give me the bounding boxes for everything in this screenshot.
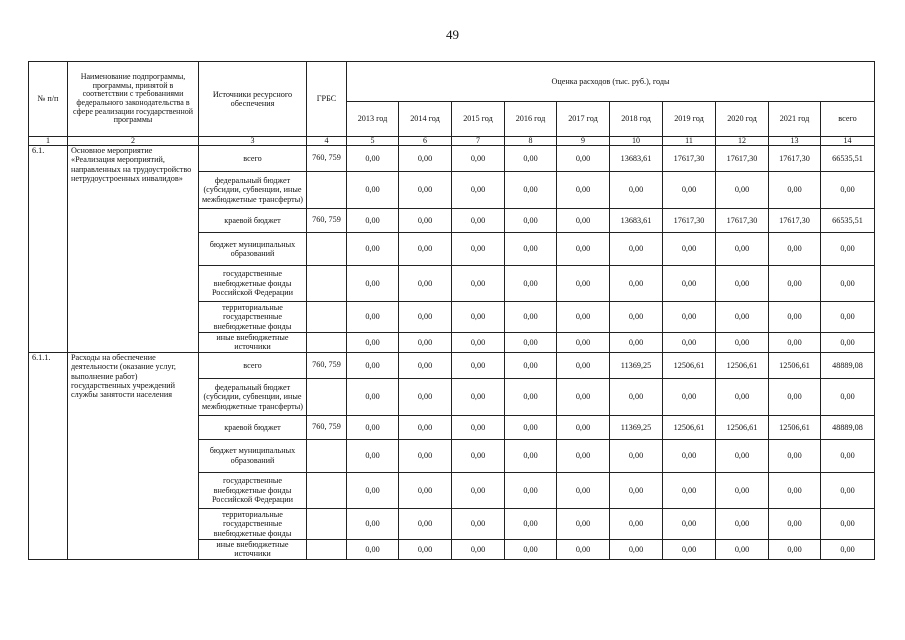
year-value: 0,00 (399, 415, 452, 439)
year-value: 0,00 (769, 439, 821, 472)
year-value: 0,00 (716, 172, 769, 209)
funding-source: федеральный бюджет (субсидии, субвенции, иные межбюджетные трансферты) (199, 378, 307, 415)
item-name: Основное мероприятие «Реализация мероприятий, направленных на трудоустройство нетрудоустроенных инвалидов» (68, 146, 199, 353)
year-value: 13683,61 (610, 209, 663, 233)
year-value: 0,00 (347, 352, 399, 378)
total-value: 0,00 (821, 233, 875, 266)
year-value: 0,00 (663, 172, 716, 209)
funding-source: иные внебюджетные источники (199, 539, 307, 559)
year-value: 0,00 (505, 415, 557, 439)
total-value: 0,00 (821, 539, 875, 559)
year-value: 0,00 (716, 439, 769, 472)
year-value: 12506,61 (769, 352, 821, 378)
year-value: 0,00 (663, 439, 716, 472)
year-value: 0,00 (663, 333, 716, 353)
year-value: 0,00 (452, 539, 505, 559)
year-value: 0,00 (769, 333, 821, 353)
total-value: 66535,51 (821, 209, 875, 233)
year-value: 0,00 (663, 508, 716, 539)
year-value: 17617,30 (769, 209, 821, 233)
year-value: 0,00 (347, 415, 399, 439)
column-number: 8 (505, 137, 557, 146)
year-value: 0,00 (347, 233, 399, 266)
column-number: 9 (557, 137, 610, 146)
table-row (29, 352, 875, 378)
year-value: 0,00 (347, 508, 399, 539)
column-number: 4 (307, 137, 347, 146)
year-value: 0,00 (663, 266, 716, 302)
funding-source: бюджет муниципальных образований (199, 439, 307, 472)
column-number: 10 (610, 137, 663, 146)
table-row (29, 146, 875, 172)
total-value: 0,00 (821, 472, 875, 508)
year-value: 0,00 (769, 539, 821, 559)
year-value: 13683,61 (610, 146, 663, 172)
year-value: 0,00 (452, 472, 505, 508)
column-number: 1 (29, 137, 68, 146)
year-value: 0,00 (505, 233, 557, 266)
total-value: 0,00 (821, 172, 875, 209)
header-grbs: ГРБС (307, 62, 347, 137)
year-value: 0,00 (557, 508, 610, 539)
total-value: 0,00 (821, 302, 875, 333)
year-value: 0,00 (716, 266, 769, 302)
year-value: 0,00 (663, 233, 716, 266)
year-value: 0,00 (452, 333, 505, 353)
year-value: 0,00 (557, 352, 610, 378)
column-numbers-row (29, 137, 875, 146)
year-value: 0,00 (452, 415, 505, 439)
year-value: 0,00 (610, 333, 663, 353)
year-value: 0,00 (505, 539, 557, 559)
year-value: 0,00 (557, 266, 610, 302)
funding-source: государственные внебюджетные фонды Российской Федерации (199, 472, 307, 508)
year-value: 0,00 (663, 378, 716, 415)
year-value: 17617,30 (663, 146, 716, 172)
funding-source: бюджет муниципальных образований (199, 233, 307, 266)
funding-source: краевой бюджет (199, 415, 307, 439)
grbs-code: 760, 759 (307, 209, 347, 233)
year-value: 12506,61 (716, 352, 769, 378)
header-total: всего (821, 102, 875, 137)
year-value: 0,00 (610, 302, 663, 333)
year-value: 0,00 (399, 172, 452, 209)
year-value: 0,00 (610, 266, 663, 302)
year-value: 0,00 (347, 209, 399, 233)
year-value: 0,00 (610, 472, 663, 508)
year-value: 0,00 (399, 209, 452, 233)
year-value: 0,00 (399, 266, 452, 302)
year-value: 0,00 (557, 146, 610, 172)
column-number: 12 (716, 137, 769, 146)
year-value: 0,00 (557, 233, 610, 266)
year-value: 0,00 (347, 172, 399, 209)
year-value: 0,00 (399, 352, 452, 378)
year-value: 0,00 (347, 333, 399, 353)
year-value: 0,00 (505, 209, 557, 233)
year-value: 17617,30 (716, 209, 769, 233)
year-value: 0,00 (769, 172, 821, 209)
header-num: № п/п (29, 62, 68, 137)
year-value: 0,00 (505, 352, 557, 378)
header-year: 2016 год (505, 102, 557, 137)
column-number: 7 (452, 137, 505, 146)
year-value: 0,00 (769, 378, 821, 415)
column-number: 6 (399, 137, 452, 146)
total-value: 0,00 (821, 508, 875, 539)
year-value: 0,00 (663, 539, 716, 559)
year-value: 0,00 (399, 508, 452, 539)
year-value: 0,00 (452, 146, 505, 172)
total-value: 66535,51 (821, 146, 875, 172)
item-number: 6.1.1. (29, 352, 68, 559)
year-value: 0,00 (505, 472, 557, 508)
item-name: Расходы на обеспечение деятельности (оказание услуг, выполнение работ) государственных учреждений службы занятости населения (68, 352, 199, 559)
year-value: 0,00 (716, 233, 769, 266)
header-sources: Источники ресурсного обеспечения (199, 62, 307, 137)
year-value: 0,00 (505, 378, 557, 415)
column-number: 14 (821, 137, 875, 146)
year-value: 0,00 (452, 378, 505, 415)
column-number: 3 (199, 137, 307, 146)
grbs-code (307, 539, 347, 559)
year-value: 12506,61 (769, 415, 821, 439)
year-value: 0,00 (399, 302, 452, 333)
grbs-code (307, 333, 347, 353)
year-value: 11369,25 (610, 415, 663, 439)
year-value: 0,00 (610, 172, 663, 209)
grbs-code (307, 508, 347, 539)
year-value: 0,00 (769, 302, 821, 333)
header-year: 2017 год (557, 102, 610, 137)
year-value: 0,00 (347, 266, 399, 302)
year-value: 0,00 (505, 302, 557, 333)
column-number: 13 (769, 137, 821, 146)
funding-source: территориальные государственные внебюджетные фонды (199, 508, 307, 539)
total-value: 48889,08 (821, 415, 875, 439)
year-value: 0,00 (452, 302, 505, 333)
year-value: 0,00 (769, 472, 821, 508)
year-value: 0,00 (557, 439, 610, 472)
year-value: 0,00 (716, 539, 769, 559)
column-number: 2 (68, 137, 199, 146)
year-value: 12506,61 (663, 415, 716, 439)
year-value: 0,00 (557, 172, 610, 209)
year-value: 0,00 (505, 146, 557, 172)
header-year: 2018 год (610, 102, 663, 137)
year-value: 0,00 (399, 472, 452, 508)
year-value: 0,00 (399, 233, 452, 266)
funding-source: иные внебюджетные источники (199, 333, 307, 353)
grbs-code: 760, 759 (307, 352, 347, 378)
header-name: Наименование подпрограммы, программы, принятой в соответствии с требованиями федерального законодательства в сфере реализации государственной программы (68, 62, 199, 137)
year-value: 0,00 (399, 146, 452, 172)
year-value: 0,00 (716, 508, 769, 539)
year-value: 0,00 (716, 333, 769, 353)
year-value: 0,00 (610, 233, 663, 266)
year-value: 0,00 (452, 352, 505, 378)
total-value: 0,00 (821, 266, 875, 302)
funding-source: федеральный бюджет (субсидии, субвенции, иные межбюджетные трансферты) (199, 172, 307, 209)
grbs-code (307, 378, 347, 415)
year-value: 0,00 (452, 209, 505, 233)
year-value: 0,00 (505, 333, 557, 353)
header-year: 2021 год (769, 102, 821, 137)
year-value: 0,00 (399, 333, 452, 353)
header-year: 2014 год (399, 102, 452, 137)
year-value: 0,00 (347, 439, 399, 472)
page-number: 49 (446, 27, 459, 42)
item-number: 6.1. (29, 146, 68, 353)
year-value: 11369,25 (610, 352, 663, 378)
grbs-code (307, 472, 347, 508)
header-year: 2020 год (716, 102, 769, 137)
grbs-code: 760, 759 (307, 146, 347, 172)
header-estimate: Оценка расходов (тыс. руб.), годы (347, 62, 875, 102)
year-value: 17617,30 (716, 146, 769, 172)
funding-source: территориальные государственные внебюджетные фонды (199, 302, 307, 333)
year-value: 0,00 (399, 539, 452, 559)
year-value: 0,00 (452, 508, 505, 539)
year-value: 0,00 (452, 233, 505, 266)
year-value: 0,00 (716, 378, 769, 415)
year-value: 0,00 (347, 472, 399, 508)
column-number: 5 (347, 137, 399, 146)
year-value: 0,00 (557, 209, 610, 233)
total-value: 0,00 (821, 333, 875, 353)
year-value: 0,00 (610, 508, 663, 539)
year-value: 0,00 (716, 302, 769, 333)
header-year: 2019 год (663, 102, 716, 137)
grbs-code (307, 439, 347, 472)
grbs-code (307, 233, 347, 266)
year-value: 0,00 (610, 539, 663, 559)
year-value: 0,00 (663, 302, 716, 333)
year-value: 0,00 (557, 302, 610, 333)
expense-table (28, 61, 875, 560)
year-value: 0,00 (452, 266, 505, 302)
funding-source: всего (199, 352, 307, 378)
year-value: 17617,30 (769, 146, 821, 172)
year-value: 0,00 (505, 508, 557, 539)
year-value: 0,00 (610, 378, 663, 415)
year-value: 0,00 (557, 333, 610, 353)
funding-source: всего (199, 146, 307, 172)
year-value: 0,00 (399, 439, 452, 472)
year-value: 0,00 (452, 439, 505, 472)
grbs-code (307, 302, 347, 333)
year-value: 12506,61 (663, 352, 716, 378)
header-year: 2013 год (347, 102, 399, 137)
year-value: 0,00 (769, 508, 821, 539)
year-value: 17617,30 (663, 209, 716, 233)
column-number: 11 (663, 137, 716, 146)
header-year: 2015 год (452, 102, 505, 137)
grbs-code (307, 172, 347, 209)
year-value: 0,00 (557, 539, 610, 559)
funding-source: государственные внебюджетные фонды Российской Федерации (199, 266, 307, 302)
year-value: 0,00 (769, 233, 821, 266)
year-value: 0,00 (505, 439, 557, 472)
year-value: 0,00 (347, 378, 399, 415)
grbs-code (307, 266, 347, 302)
year-value: 0,00 (399, 378, 452, 415)
year-value: 0,00 (769, 266, 821, 302)
year-value: 0,00 (557, 378, 610, 415)
year-value: 0,00 (347, 146, 399, 172)
year-value: 12506,61 (716, 415, 769, 439)
funding-source: краевой бюджет (199, 209, 307, 233)
total-value: 48889,08 (821, 352, 875, 378)
total-value: 0,00 (821, 439, 875, 472)
year-value: 0,00 (557, 472, 610, 508)
grbs-code: 760, 759 (307, 415, 347, 439)
year-value: 0,00 (347, 302, 399, 333)
year-value: 0,00 (452, 172, 505, 209)
year-value: 0,00 (610, 439, 663, 472)
year-value: 0,00 (505, 172, 557, 209)
year-value: 0,00 (716, 472, 769, 508)
year-value: 0,00 (663, 472, 716, 508)
total-value: 0,00 (821, 378, 875, 415)
year-value: 0,00 (347, 539, 399, 559)
year-value: 0,00 (505, 266, 557, 302)
year-value: 0,00 (557, 415, 610, 439)
